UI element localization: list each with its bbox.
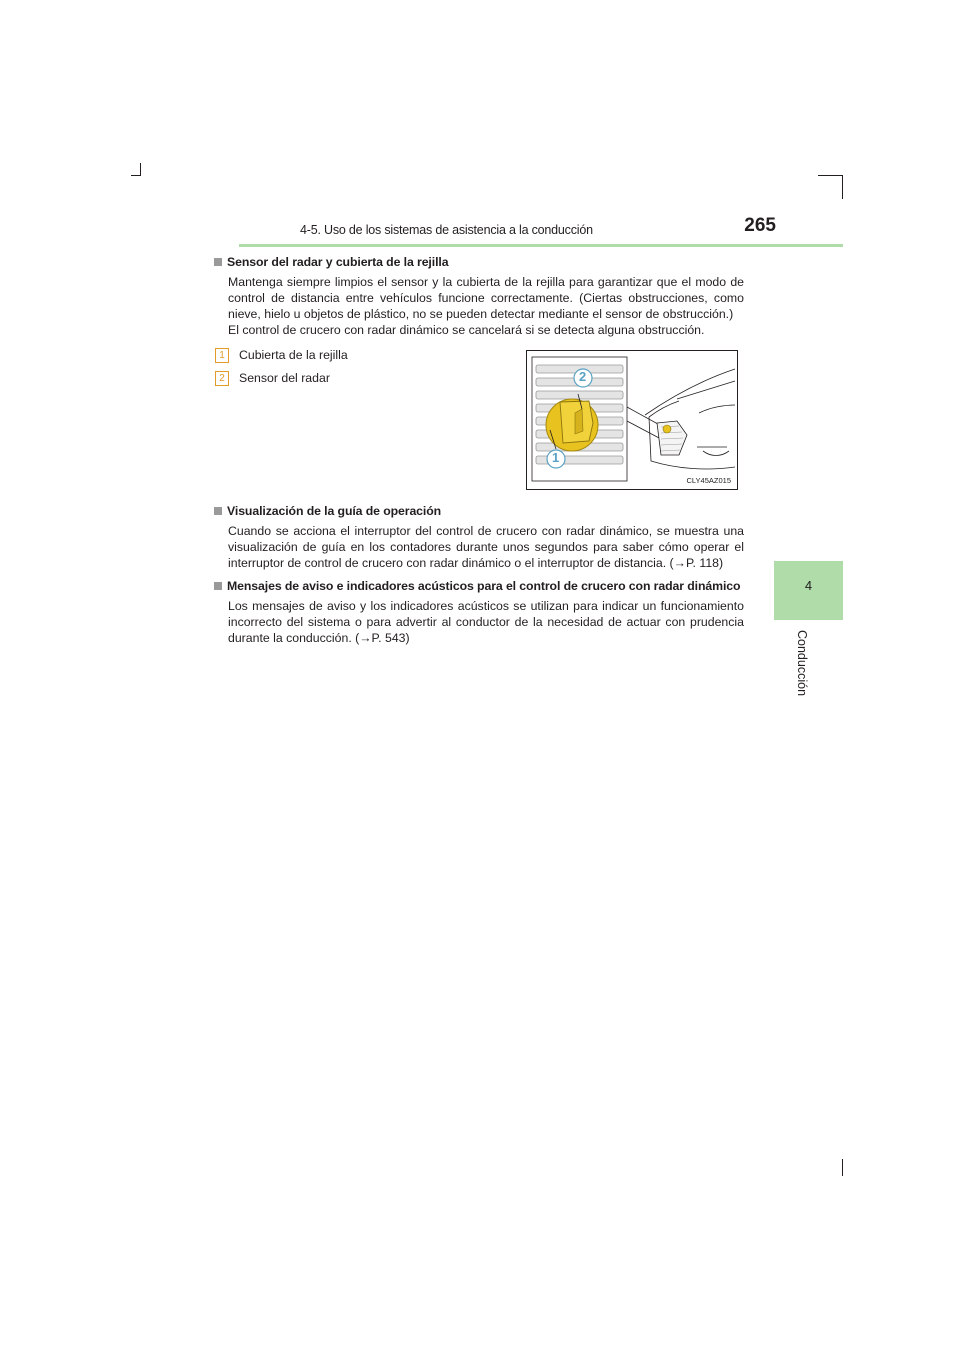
body-line: durante la conducción. (→P. 543) <box>228 631 410 645</box>
section-heading: Visualización de la guía de operación <box>214 504 441 518</box>
square-bullet-icon <box>214 507 222 515</box>
crop-mark <box>140 163 141 176</box>
figure-legend-item <box>215 347 348 365</box>
body-line: nieve, hielo u objetos de plástico, no se pueden detectar mediante el sensor de obstrucción.) <box>228 307 734 321</box>
body-line: Los mensajes de aviso y los indicadores acústicos se utilizan para indicar un funcionamiento <box>228 599 744 613</box>
header-rule <box>239 244 843 247</box>
section-header-title: 4-5. Uso de los sistemas de asistencia a la conducción <box>300 223 593 237</box>
section-body <box>228 598 744 646</box>
section-body <box>228 274 744 338</box>
body-line: Cuando se acciona el interruptor del control de crucero con radar dinámico, se muestra una <box>228 524 744 538</box>
body-line: incorrecto del sistema o para advertir al conductor de la necesidad de actuar con prudencia <box>228 615 744 629</box>
figure-legend-item <box>215 370 330 388</box>
body-line: El control de crucero con radar dinámico se cancelará si se detecta alguna obstrucción. <box>228 323 705 337</box>
section-heading: Mensajes de aviso e indicadores acústicos para el control de crucero con radar dinámico <box>214 579 740 593</box>
callout-label-2: 2 <box>579 369 587 384</box>
section-body <box>228 523 744 571</box>
crop-mark <box>818 175 843 176</box>
chapter-label: Conducción <box>795 630 809 697</box>
callout-number-badge: 1 <box>215 348 229 363</box>
body-line: control de distancia entre vehículos funcione correctamente. (Ciertas obstrucciones, como <box>228 291 744 305</box>
crop-mark <box>842 175 843 199</box>
figure-legend-label: Sensor del radar <box>239 371 330 385</box>
body-line: Mantenga siempre limpios el sensor y la cubierta de la rejilla para garantizar que el modo de <box>228 275 744 289</box>
chapter-number: 4 <box>804 578 813 593</box>
square-bullet-icon <box>214 582 222 590</box>
body-line: interruptor de control de crucero con radar dinámico o el interruptor de distancia. (→P. 118) <box>228 556 724 570</box>
grille-sensor-drawing <box>527 351 737 489</box>
square-bullet-icon <box>214 258 222 266</box>
section-heading: Sensor del radar y cubierta de la rejilla <box>214 255 448 269</box>
page-number: 265 <box>744 215 776 236</box>
callout-number-badge: 2 <box>215 371 229 386</box>
figure-legend-label: Cubierta de la rejilla <box>239 348 348 362</box>
callout-label-1: 1 <box>552 450 560 465</box>
body-line: visualización de guía en los contadores durante unos segundos para saber cómo operar el <box>228 540 744 554</box>
radar-sensor-illustration <box>526 350 738 490</box>
crop-mark <box>842 1159 843 1176</box>
figure-code: CLY45AZ015 <box>686 476 731 485</box>
